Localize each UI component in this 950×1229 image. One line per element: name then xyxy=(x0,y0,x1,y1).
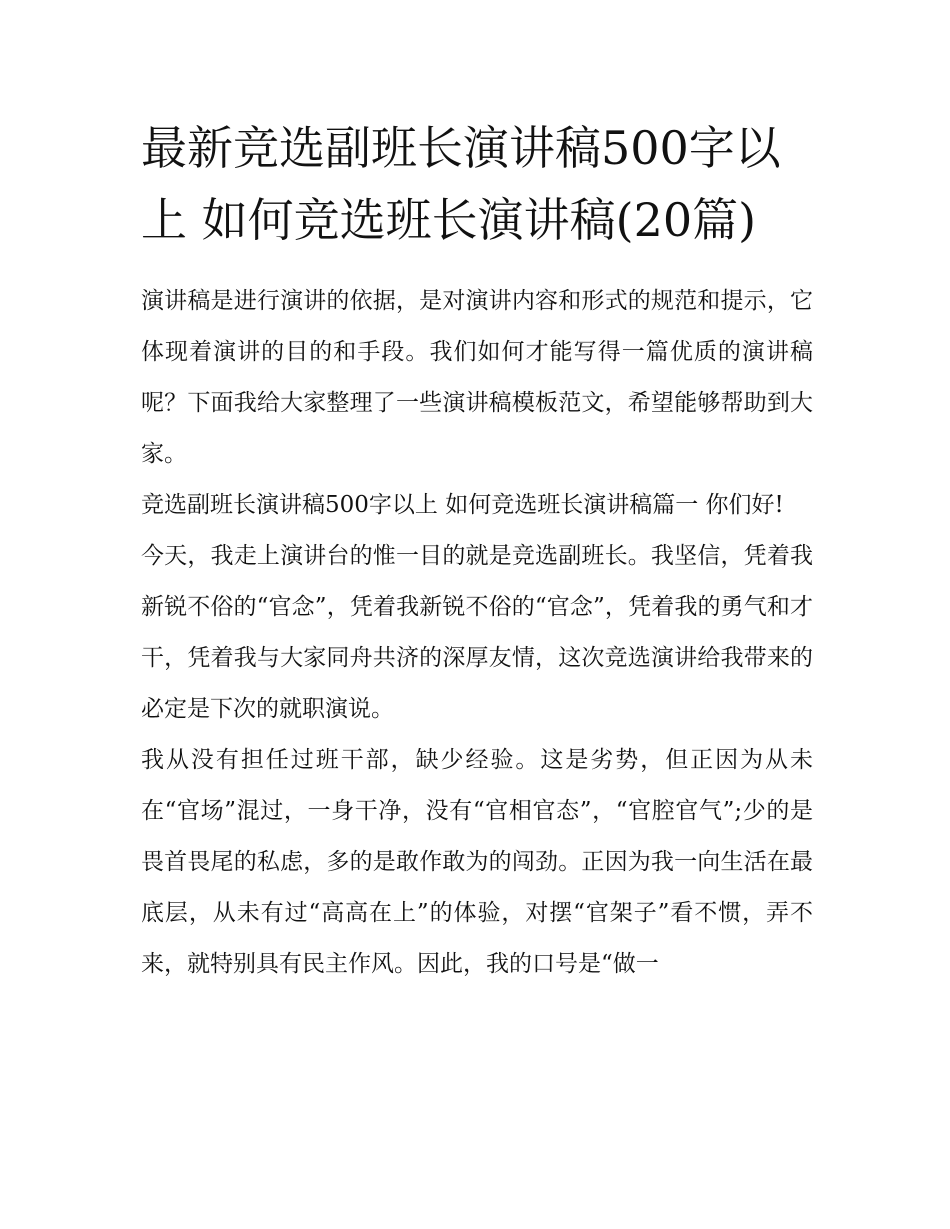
document-title: 最新竞选副班长演讲稿500字以上 如何竞选班长演讲稿(20篇) xyxy=(141,121,781,247)
paragraph-section-heading: 竞选副班长演讲稿500字以上 如何竞选班长演讲稿篇一 你们好! xyxy=(141,492,784,518)
document-page xyxy=(141,112,813,990)
paragraph-body-1: 今天，我走上演讲台的惟一目的就是竞选副班长。我坚信，凭着我新锐不俗的“官念”，凭着我新锐不俗的“官念”，凭着我的勇气和才干，凭着我与大家同舟共济的深厚友情，这次竞选演讲给我带来的必定是下次的就职演说。 xyxy=(141,543,813,722)
paragraph-intro: 演讲稿是进行演讲的依据，是对演讲内容和形式的规范和提示，它体现着演讲的目的和手段。我们如何才能写得一篇优质的演讲稿呢？下面我给大家整理了一些演讲稿模板范文，希望能够帮助到大家。 xyxy=(141,288,813,467)
paragraph-body-2: 我从没有担任过班干部，缺少经验。这是劣势，但正因为从未在“官场”混过，一身干净，没有“官相官态”，“官腔官气”;少的是畏首畏尾的私虑，多的是敢作敢为的闯劲。正因为我一向生活在最底层，从未有过“高高在上”的体验，对摆“官架子”看不惯，弄不来，就特别具有民主作风。因此，我的口号是“做一 xyxy=(141,747,813,977)
